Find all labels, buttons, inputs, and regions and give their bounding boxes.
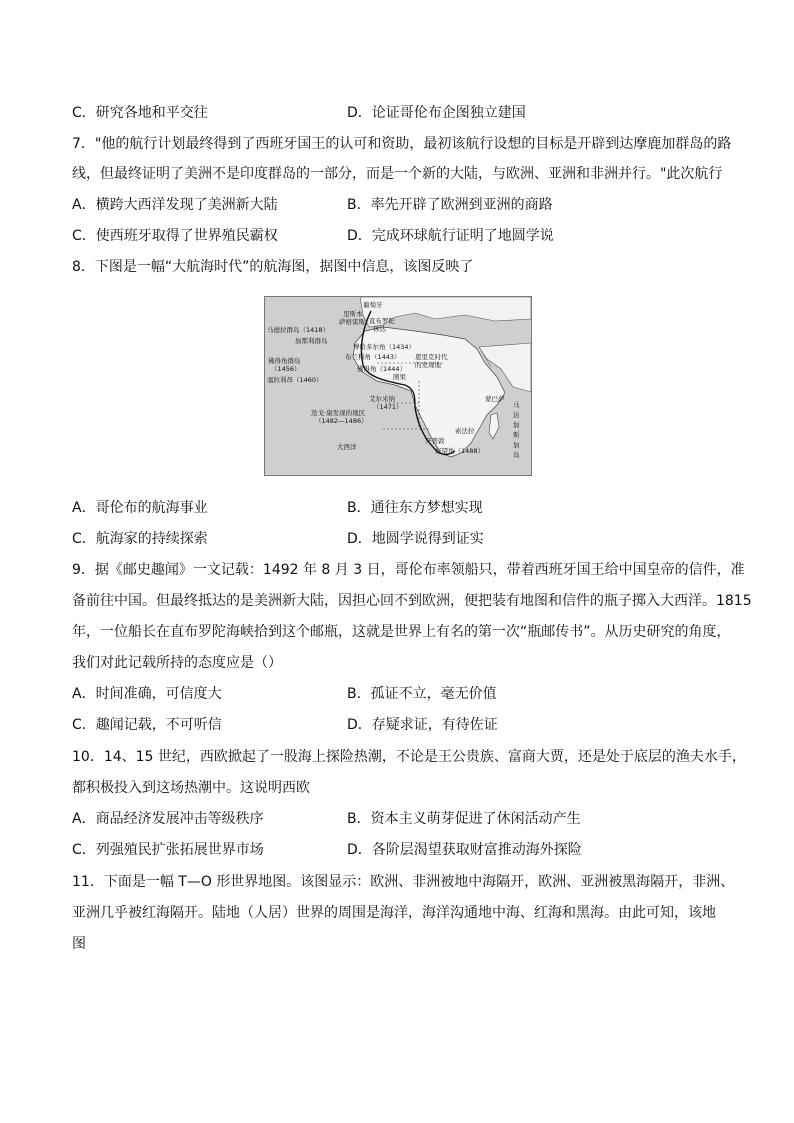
q11-stem-line-2: 亚洲几乎被红海隔开。陆地（人居）世界的周围是海洋，海洋沟通地中海、红海和黑海。由此可知，该地	[72, 905, 716, 921]
q7-stem-line-2: 线，但最终证明了美洲不是印度群岛的一部分，而是一个新的大陆，与欧洲、亚洲和非洲并行。"此次航行	[72, 166, 723, 182]
q9-stem-line-4: 我们对此记载所持的态度应是（）	[72, 655, 282, 671]
q8-option-b: B．通往东方梦想实现	[347, 500, 483, 516]
map-label-goodhope: 好望角（1488）	[435, 447, 485, 455]
q8-option-a: A．哥伦布的航海事业	[72, 500, 208, 516]
map-label-1456: （1456）	[271, 365, 301, 373]
map-label-1471: （1471）	[373, 403, 403, 411]
map-label-blanc: 布兰科角（1443）	[345, 353, 401, 361]
q10-option-d: D．各阶层渴望获取财富推动海外探险	[347, 842, 582, 858]
q10-stem-line-1: 10．14、15 世纪，西欧掀起了一股海上探险热潮，不论是王公贵族、富商大贾，还是处于底层的渔夫水手，	[72, 749, 746, 765]
q7-option-a: A．横跨大西洋发现了美洲新大陆	[72, 197, 278, 213]
q10-stem-line-2: 都积极投入到这场热潮中。这说明西欧	[72, 780, 310, 796]
q7-stem-line-1: 7．"他的航行计划最终得到了西班牙国王的认可和资助，最初该航行设想的目标是开辟到达摩鹿加群岛的路	[72, 136, 732, 152]
q10-option-b: B．资本主义萌芽促进了休闲活动产生	[347, 811, 581, 827]
q10-option-a: A．商品经济发展冲击等级秩序	[72, 811, 264, 827]
map-label-madagascar-4: 斯	[513, 431, 520, 439]
map-label-mombasa: 蒙巴萨	[485, 395, 505, 403]
q6-option-d: D．论证哥伦布企图独立建国	[347, 105, 526, 121]
q7-option-b: B．率先开辟了欧洲到亚洲的商路	[347, 197, 553, 213]
q11-stem-line-1: 11．下面是一幅 T—O 形世界地图。该图显示：欧洲、非洲被地中海隔开，欧洲、亚洲被黑海隔开，非洲、	[72, 874, 735, 890]
map-label-lisbon: 里斯本	[343, 310, 363, 318]
map-label-discovered: 的发现地	[415, 361, 441, 369]
q7-option-d: D．完成环球航行证明了地圆学说	[347, 228, 554, 244]
map-label-sofala: 索法拉	[455, 427, 475, 435]
map-label-canary: 加那利群岛	[295, 337, 328, 345]
map-label-atlantic: 大西洋	[337, 443, 357, 451]
q9-option-c: C．趣闻记载，不可听信	[72, 717, 222, 733]
map-label-kaipudun: 开普敦	[425, 437, 445, 445]
map-label-capeverde-cape: 佛得角（1444）	[357, 365, 407, 373]
map-label-bojador: 博哈多尔角（1434）	[353, 343, 416, 351]
q10-option-c: C．列强殖民扩张拓展世界市场	[72, 842, 264, 858]
map-label-madagascar-6: 岛	[513, 451, 520, 459]
q9-option-b: B．孤证不立，毫无价值	[347, 686, 497, 702]
q9-stem-line-2: 备前往中国。但最终抵达的是美洲新大陆，因担心回不到欧洲，便把装有地图和信件的瓶子掷入大西洋。1815	[72, 593, 752, 609]
q9-stem-line-1: 9．据《邮史趣闻》一文记载：1492 年 8 月 3 日，哥伦布率领船只，带着西班牙国王给中国皇帝的信件，准	[72, 562, 745, 578]
q9-option-a: A．时间准确，可信度大	[72, 686, 222, 702]
navigation-map	[264, 296, 532, 476]
q9-option-d: D．存疑求证，有待佐证	[347, 717, 498, 733]
q11-stem-line-3: 图	[72, 936, 86, 952]
map-label-madeira: 马德拉群岛（1418）	[267, 326, 330, 334]
map-label-sierra-leone: 塞拉利昂（1460）	[267, 376, 323, 384]
q9-stem-line-3: 年，一位船长在直布罗陀海峡拾到这个邮瓶，这就是世界上有名的第一次“瓶邮传书”。从历史研究的角度，	[72, 624, 731, 640]
map-label-henry: 恩里克时代	[415, 353, 448, 361]
map-label-cao-region: 迭戈·康发现的地区	[311, 409, 366, 417]
map-label-capeverde-islands: 佛得角群岛	[268, 357, 301, 365]
map-label-elmina: 艾尔米纳	[369, 395, 395, 403]
map-drawing	[265, 297, 531, 475]
q8-stem: 8．下图是一幅“大航海时代”的航海图，据图中信息，该图反映了	[72, 259, 474, 275]
map-label-ceuta: 休达	[373, 325, 386, 333]
map-label-congo: 刚果	[393, 373, 406, 381]
map-label-madagascar-2: 达	[513, 411, 520, 419]
map-label-madagascar-1: 马	[513, 401, 520, 409]
map-label-gibraltar: 直布罗陀	[369, 317, 395, 325]
map-label-portugal: 葡萄牙	[363, 301, 383, 309]
map-label-1482: （1482—1486）	[315, 417, 368, 425]
map-label-sagres: 萨格雷斯	[339, 318, 365, 326]
map-label-madagascar-3: 加	[513, 421, 520, 429]
q6-option-c: C．研究各地和平交往	[72, 105, 208, 121]
q8-option-d: D．地圆学说得到证实	[347, 531, 484, 547]
q8-option-c: C．航海家的持续探索	[72, 531, 208, 547]
q7-option-c: C．使西班牙取得了世界殖民霸权	[72, 228, 278, 244]
map-label-madagascar-5: 加	[513, 441, 520, 449]
